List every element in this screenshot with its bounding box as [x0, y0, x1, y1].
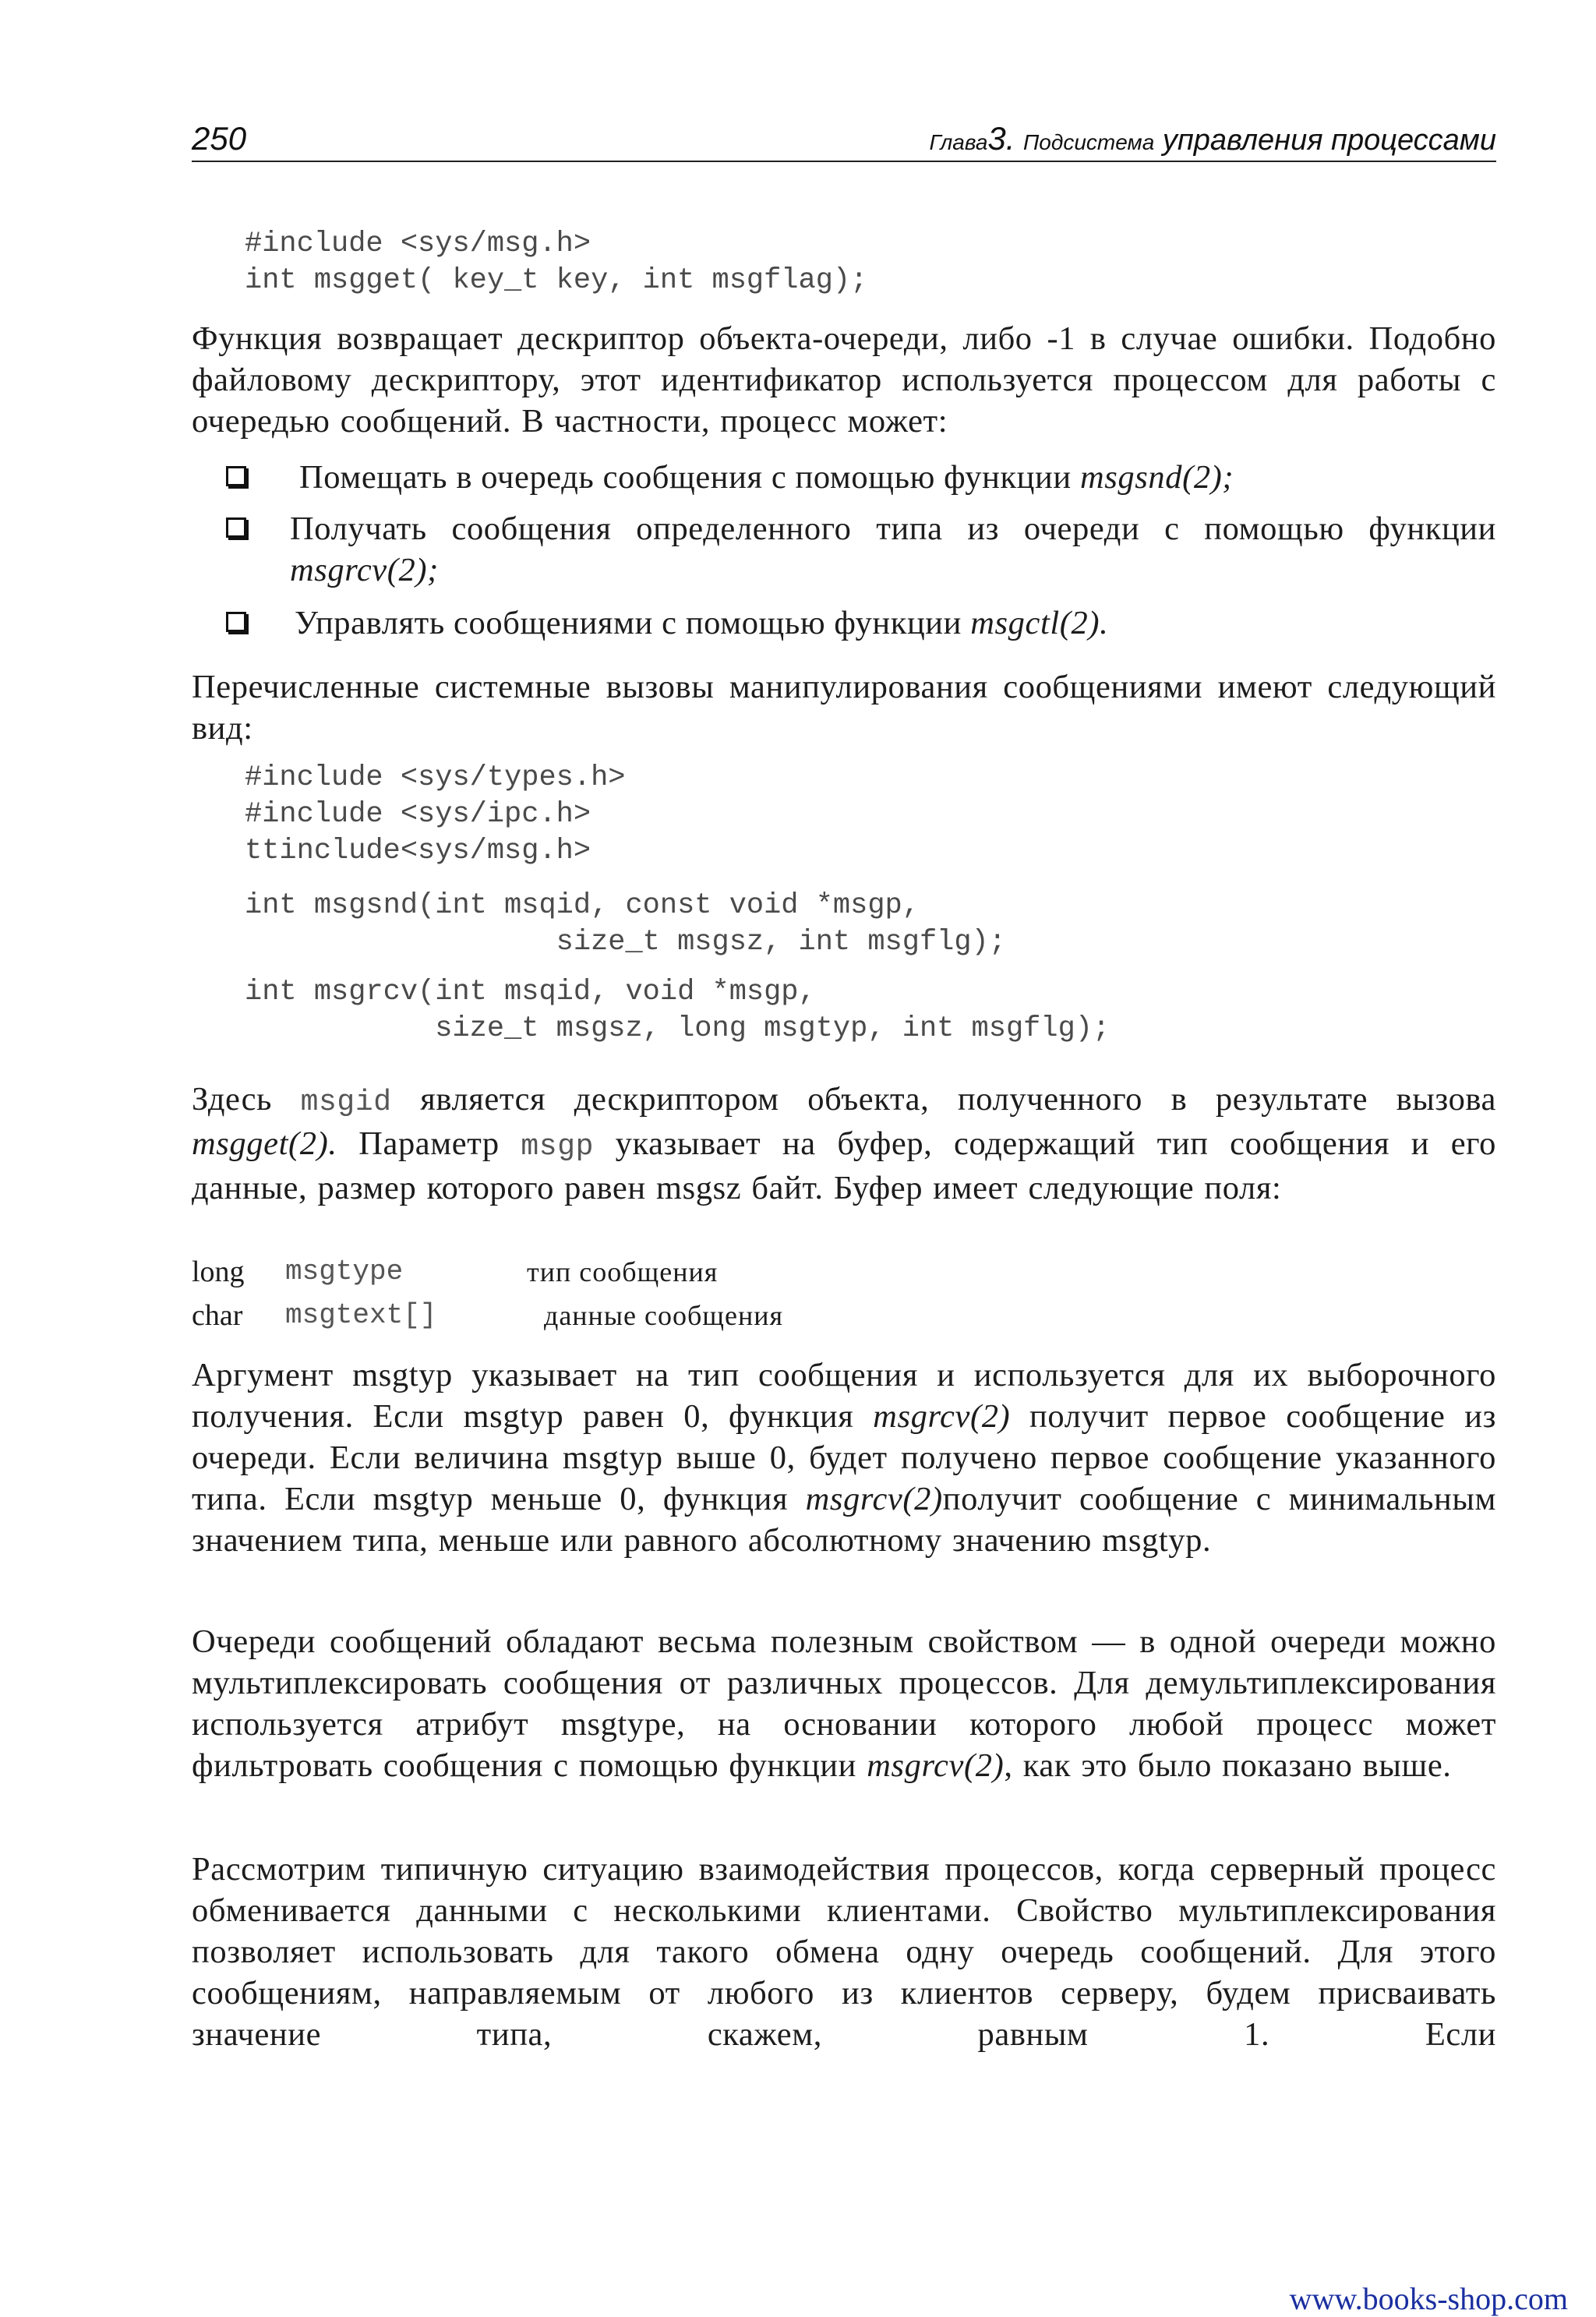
function-ref: msgrcv(2);: [290, 552, 439, 588]
buffer-fields: [192, 1250, 893, 1337]
paragraph-6: Рассмотрим типичную ситуацию взаимодействия процессов, когда серверный процесс обменивается данными с несколькими клиентами. Свойство мультиплексирования позволяет использовать для такого обмена одну очередь сообщений. Для этого сообщениям, направляемым от любого из клиентов серверу, будем присваивать значение типа, скажем, равным 1. Если: [192, 1851, 1496, 2053]
field-name: msgtext[]: [285, 1299, 437, 1331]
function-ref: msgctl(2).: [970, 605, 1109, 641]
chapter-number: 3.: [987, 120, 1015, 157]
list-item: [226, 602, 1496, 644]
field-type: long: [192, 1256, 245, 1288]
field-row: [192, 1250, 893, 1294]
field-name: msgtype: [285, 1256, 404, 1287]
code-term: msgid: [300, 1086, 392, 1119]
code-term: msgp: [521, 1130, 595, 1164]
function-ref: msgrcv(2): [867, 1747, 1005, 1784]
checkbox-bullet-icon: [226, 612, 246, 632]
paragraph-4: Аргумент msgtyp указывает на тип сообщения и используется для их выборочного получения. Если msgtyp равен 0, функция msgrcv(2) получит первое сообщение из очереди. Если величина msgtyp выше 0, будет получено первое сообщение указанного типа. Если msgtyp меньше 0, функция msgrcv(2)получит сообщение с минимальным значением типа, меньше или равного абсолютному значению msgtyp.: [192, 1357, 1497, 1559]
checkbox-bullet-icon: [226, 466, 246, 486]
code-msgrcv: int msgrcv(int msqid, void *msgp, size_t msgsz, long msgtyp, int msgflg);: [245, 976, 1110, 1045]
field-desc: данные сообщения: [544, 1300, 784, 1331]
paragraph-3: Здесь msgid является дескриптором объекта, полученного в результате вызова msgget(2). Параметр msgp указывает на буфер, содержащий тип сообщения и его данные, размер которого равен msgsz байт. Буфер имеет следующие поля:: [192, 1081, 1496, 1206]
code-includes: #include <sys/types.h> #include <sys/ipc.h> ttinclude<sys/msg.h>: [245, 761, 626, 867]
function-ref: msgrcv(2): [873, 1398, 1011, 1435]
list-item: [226, 508, 1496, 591]
function-ref: msgget(2).: [192, 1125, 337, 1162]
chapter-title: [929, 120, 1496, 157]
function-ref: msgsnd(2);: [1079, 459, 1234, 496]
list-item-text: Управлять сообщениями с помощью функции: [295, 605, 971, 641]
list-item-text: Получать сообщения определенного типа из очереди с помощью функции: [290, 510, 1496, 547]
paragraph-1: Функция возвращает дескриптор объекта-очереди, либо -1 в случае ошибки. Подобно файловому дескриптору, этот идентификатор используется процессом для работы с очередью сообщений. В частности, процесс может:: [192, 320, 1496, 440]
code-msgsnd: int msgsnd(int msqid, const void *msgp, size_t msgsz, int msgflg);: [245, 889, 1006, 959]
paragraph-5: Очереди сообщений обладают весьма полезным свойством — в одной очереди можно мультиплексировать сообщения от различных процессов. Для демультиплексирования используется атрибут msgtype, на основании которого любой процесс может фильтровать сообщения с помощью функции msgrcv(2), как это было показано выше.: [192, 1623, 1496, 1784]
list-item: [226, 457, 1496, 498]
function-ref: msgrcv(2): [805, 1481, 943, 1517]
field-desc: тип сообщения: [527, 1256, 719, 1287]
page-number: 250: [192, 120, 247, 157]
paragraph-2: Перечисленные системные вызовы манипулирования сообщениями имеют следующий вид:: [192, 669, 1496, 747]
chapter-prefix: Глава: [929, 130, 988, 154]
checkbox-bullet-icon: [226, 517, 246, 538]
footer-link[interactable]: www.books-shop.com: [1289, 2281, 1568, 2316]
field-row: [192, 1294, 893, 1337]
chapter-word: Подсистема: [1023, 130, 1155, 154]
code-msgget: #include <sys/msg.h> int msgget( key_t key, int msgflag);: [245, 228, 868, 297]
field-type: char: [192, 1299, 243, 1332]
running-header: [192, 117, 1496, 162]
list-item-text: Помещать в очередь сообщения с помощью функции: [299, 459, 1080, 496]
chapter-rest: управления процессами: [1162, 124, 1496, 157]
